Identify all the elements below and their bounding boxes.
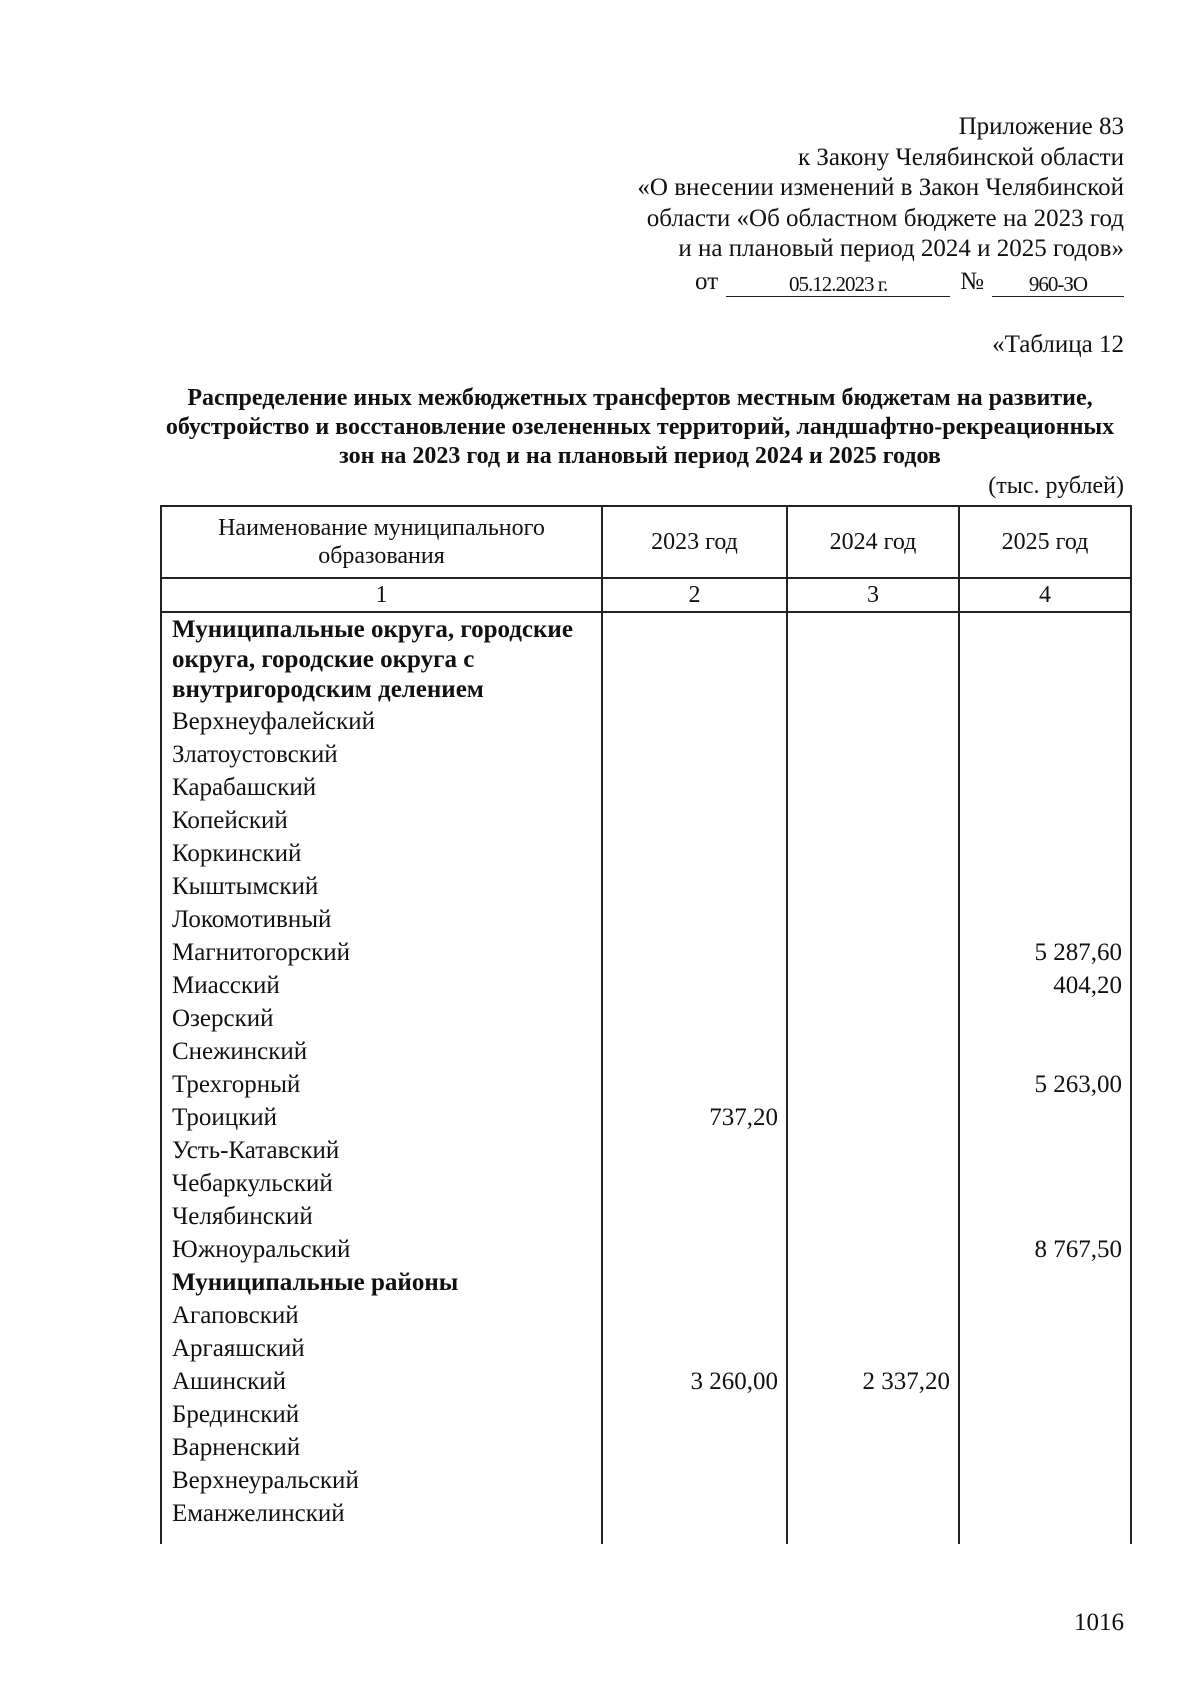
column-number: 1 [161,578,602,612]
value-2023 [602,1398,787,1431]
municipality-name: Озерский [161,1002,602,1035]
table-row [161,837,1131,870]
value-2024 [787,804,959,837]
value-2023 [602,870,787,903]
value-2023 [602,1299,787,1332]
municipality-name: Златоустовский [161,738,602,771]
value-2024 [787,1497,959,1530]
column-number: 2 [602,578,787,612]
law-reference-line [564,267,1124,297]
value-2025 [959,804,1131,837]
appendix-header [564,112,1124,297]
group-title: Муниципальные округа, городские округа, городские округа с внутригородским делением [161,612,602,705]
table-row [161,1398,1131,1431]
value-2023 [602,936,787,969]
table-header-row [161,506,1131,578]
value-2025 [959,1431,1131,1464]
value-2024: 2 337,20 [787,1365,959,1398]
value-2024 [787,1035,959,1068]
value-2024 [787,936,959,969]
value-2025 [959,1464,1131,1497]
value-2023 [602,1233,787,1266]
municipality-name: Магнитогорский [161,936,602,969]
value-2025: 5 287,60 [959,936,1131,969]
value-2023 [602,837,787,870]
header-line: области «Об областном бюджете на 2023 год [646,204,1124,232]
table-row [161,969,1131,1002]
municipality-name: Копейский [161,804,602,837]
value-2024 [787,837,959,870]
value-2025 [959,1365,1131,1398]
value-2024 [787,969,959,1002]
value-2025 [959,1134,1131,1167]
value-2024 [787,1431,959,1464]
value-2025 [959,1398,1131,1431]
municipality-name: Агаповский [161,1299,602,1332]
value-2024 [787,1299,959,1332]
value-2023 [602,1464,787,1497]
table-row [161,1299,1131,1332]
table-label: «Таблица 12 [992,331,1124,358]
value-2024 [787,705,959,738]
document-title: Распределение иных межбюджетных трансфертов местным бюджетам на развитие, обустройство и восстановление озелененных территорий, ландшафтно-рекреационных зон на 2023 год и на плановый период 2024 и 2025 годов [165,385,1115,469]
table-row [161,804,1131,837]
value-2023 [602,1332,787,1365]
law-date: 05.12.2023 г. [726,272,950,297]
value-2023 [602,903,787,936]
value-2024 [787,903,959,936]
value-2023 [602,771,787,804]
units-label: (тыс. рублей) [988,473,1124,499]
header-line: к Закону Челябинской области [798,143,1124,171]
value-2025 [959,1167,1131,1200]
column-header-2024: 2024 год [787,506,959,578]
municipality-name: Снежинский [161,1035,602,1068]
value-2024 [787,1464,959,1497]
value-2025 [959,705,1131,738]
table-row [161,1134,1131,1167]
column-header-2023: 2023 год [602,506,787,578]
table-row [161,1200,1131,1233]
header-line: Приложение 83 [958,113,1124,140]
group-title: Муниципальные районы [161,1266,602,1299]
table-row [161,705,1131,738]
group-header-row [161,1266,1131,1299]
value-2023: 737,20 [602,1101,787,1134]
table-row [161,1068,1131,1101]
table-row [161,1035,1131,1068]
table-row [161,1365,1131,1398]
municipality-name: Коркинский [161,837,602,870]
table-row [161,1431,1131,1464]
municipality-name: Варненский [161,1431,602,1464]
municipality-name: Чебаркульский [161,1167,602,1200]
value-2023 [602,705,787,738]
municipality-name: Верхнеуральский [161,1464,602,1497]
value-2025 [959,738,1131,771]
table-row [161,1332,1131,1365]
table-row [161,936,1131,969]
value-2025 [959,1035,1131,1068]
column-number: 4 [959,578,1131,612]
value-2023 [602,1200,787,1233]
column-header-name: Наименование муниципального образования [161,506,602,578]
table-row [161,771,1131,804]
table-row [161,1464,1131,1497]
value-2024 [787,1134,959,1167]
header-line: «О внесении изменений в Закон Челябинской [637,174,1124,201]
table-row [161,1101,1131,1134]
municipality-name: Локомотивный [161,903,602,936]
value-2024 [787,1398,959,1431]
value-2024 [787,771,959,804]
from-label: от [695,267,719,295]
table-row [161,1233,1131,1266]
page-number: 1016 [1074,1609,1124,1636]
value-2024 [787,1167,959,1200]
municipality-name: Миасский [161,969,602,1002]
value-2023 [602,1134,787,1167]
value-2023 [602,1497,787,1530]
value-2024 [787,1200,959,1233]
municipality-name: Еманжелинский [161,1497,602,1530]
column-number: 3 [787,578,959,612]
municipality-name: Челябинский [161,1200,602,1233]
value-2025 [959,870,1131,903]
table-row [161,1167,1131,1200]
transfers-table [160,505,1130,1544]
value-2025 [959,771,1131,804]
table-row [161,738,1131,771]
value-2025 [959,1332,1131,1365]
municipality-name: Трехгорный [161,1068,602,1101]
value-2024 [787,1068,959,1101]
value-2023 [602,1431,787,1464]
municipality-name: Троицкий [161,1101,602,1134]
number-label: № [960,267,984,295]
value-2023 [602,1068,787,1101]
value-2024 [787,738,959,771]
value-2024 [787,1101,959,1134]
value-2025: 404,20 [959,969,1131,1002]
table-row [161,870,1131,903]
value-2024 [787,1332,959,1365]
value-2023 [602,738,787,771]
value-2025: 5 263,00 [959,1068,1131,1101]
value-2025 [959,1002,1131,1035]
municipality-name: Верхнеуфалейский [161,705,602,738]
value-2024 [787,870,959,903]
group-header-row [161,612,1131,705]
value-2025: 8 767,50 [959,1233,1131,1266]
table-row [161,903,1131,936]
table-row [161,1497,1131,1530]
municipality-name: Усть-Катавский [161,1134,602,1167]
municipality-name: Кыштымский [161,870,602,903]
value-2025 [959,837,1131,870]
value-2023: 3 260,00 [602,1365,787,1398]
municipality-name: Ашинский [161,1365,602,1398]
value-2023 [602,1002,787,1035]
value-2023 [602,1167,787,1200]
value-2023 [602,1035,787,1068]
column-number-row [161,578,1131,612]
value-2025 [959,1299,1131,1332]
municipality-name: Южноуральский [161,1233,602,1266]
municipality-name: Аргаяшский [161,1332,602,1365]
value-2024 [787,1233,959,1266]
table-row [161,1002,1131,1035]
value-2025 [959,1497,1131,1530]
value-2025 [959,1200,1131,1233]
law-number: 960-ЗО [992,272,1124,297]
municipality-name: Брединский [161,1398,602,1431]
value-2025 [959,1101,1131,1134]
value-2025 [959,903,1131,936]
value-2023 [602,804,787,837]
header-line: и на плановый период 2024 и 2025 годов» [678,235,1124,262]
value-2023 [602,969,787,1002]
municipality-name: Карабашский [161,771,602,804]
column-header-2025: 2025 год [959,506,1131,578]
value-2024 [787,1002,959,1035]
